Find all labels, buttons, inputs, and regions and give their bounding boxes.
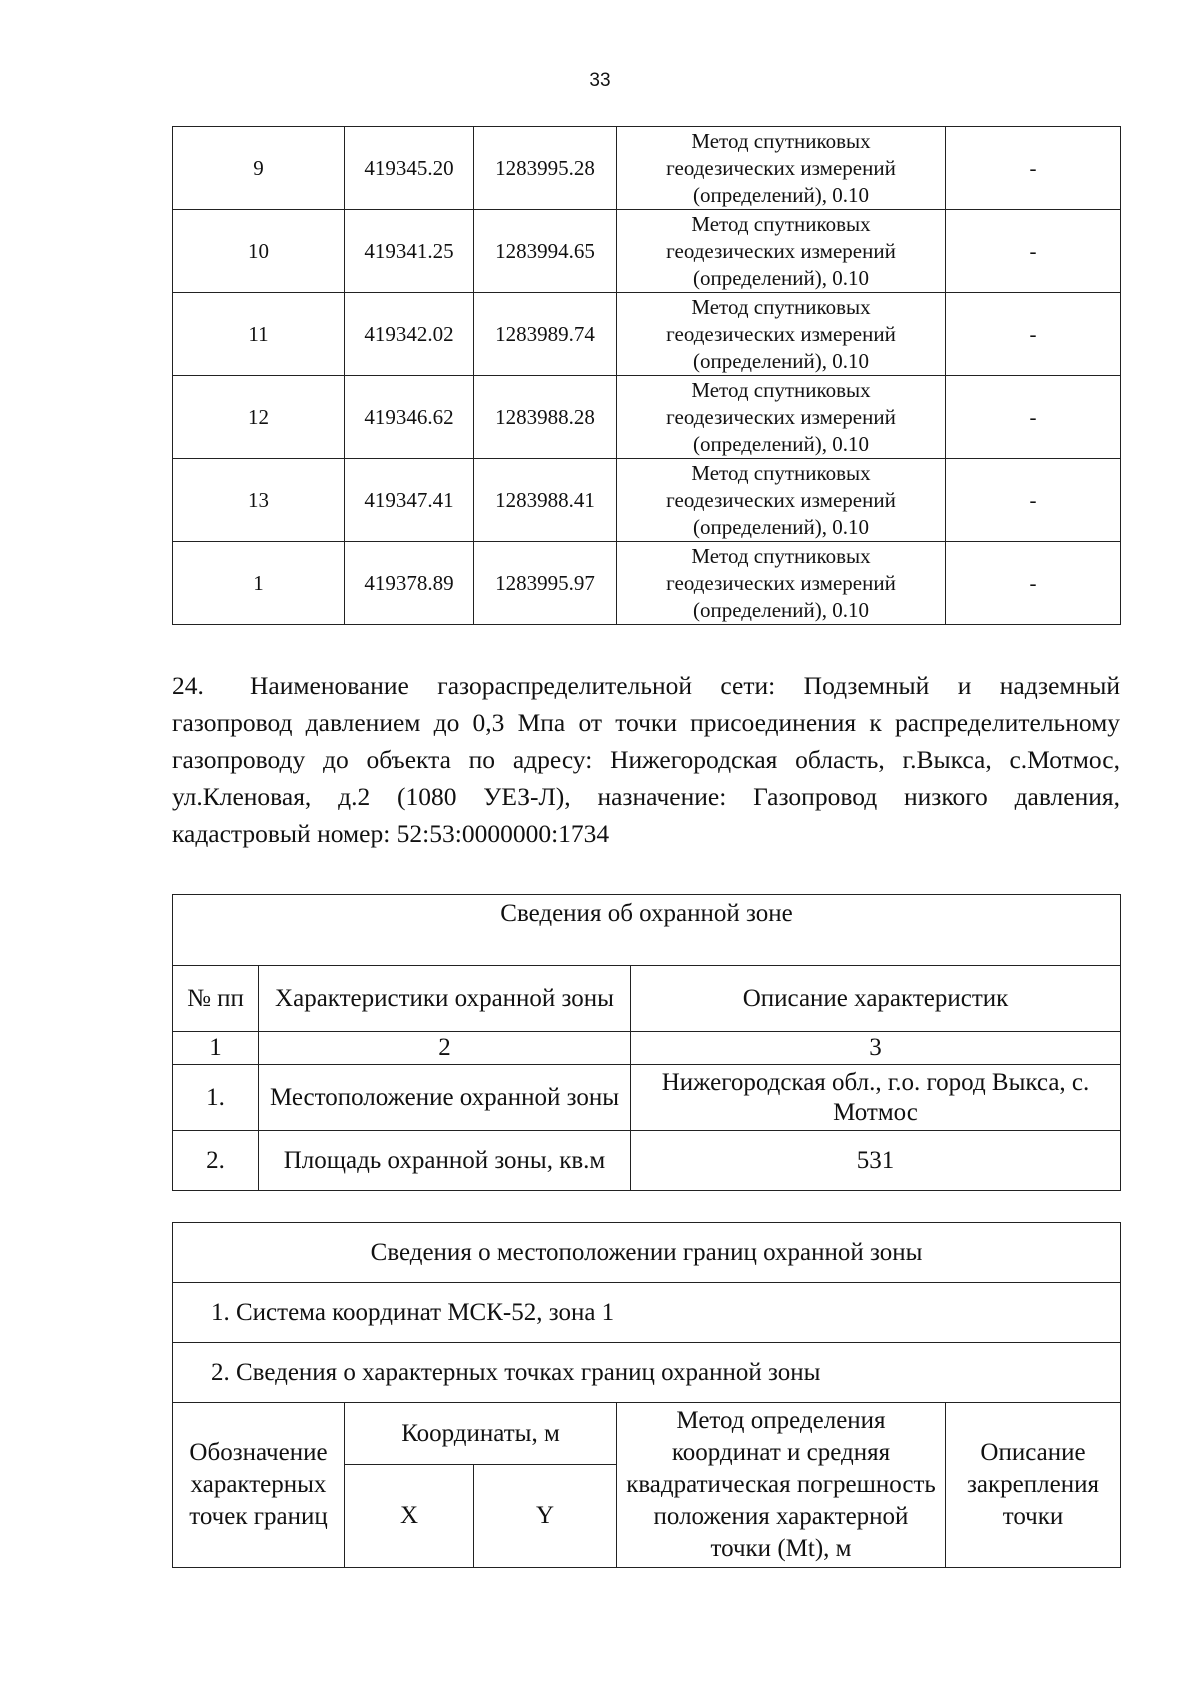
method-line: (определений), 0.10 (692, 431, 870, 456)
coordinate-y: 1283988.41 (474, 459, 617, 542)
header-y: Y (474, 1465, 617, 1568)
point-description: - (946, 127, 1121, 210)
table-row (173, 293, 1121, 376)
coordinate-x: 419345.20 (345, 127, 474, 210)
method-line: Метод спутниковых (691, 460, 871, 485)
measurement-method (617, 210, 946, 293)
measurement-method (617, 127, 946, 210)
method-line: (определений), 0.10 (692, 265, 870, 290)
method-line: (определений), 0.10 (692, 597, 870, 622)
point-number: 13 (173, 459, 345, 542)
table-row (173, 459, 1121, 542)
coordinates-table (172, 126, 1121, 625)
coordinate-y: 1283989.74 (474, 293, 617, 376)
header-point-designation: Обозначение характерных точек границ (173, 1403, 345, 1568)
coordinate-y: 1283988.28 (474, 376, 617, 459)
coordinate-y: 1283995.97 (474, 542, 617, 625)
column-number: 3 (631, 1032, 1121, 1065)
points-section-title: 2. Сведения о характерных точках границ охранной зоны (173, 1343, 1121, 1403)
coordinate-x: 419341.25 (345, 210, 474, 293)
measurement-method (617, 293, 946, 376)
table-row (173, 542, 1121, 625)
point-number: 12 (173, 376, 345, 459)
method-line: Метод спутниковых (691, 294, 871, 319)
point-description: - (946, 376, 1121, 459)
coordinate-x: 419342.02 (345, 293, 474, 376)
header-x: X (345, 1465, 474, 1568)
location-table-title: Сведения о местоположении границ охранной зоны (173, 1223, 1121, 1283)
coordinate-system: 1. Система координат МСК-52, зона 1 (173, 1283, 1121, 1343)
method-line: геодезических измерений (666, 155, 896, 180)
measurement-method (617, 376, 946, 459)
coordinate-y: 1283995.28 (474, 127, 617, 210)
characteristic-name: Местоположение охранной зоны (259, 1065, 631, 1131)
row-number: 2. (173, 1131, 259, 1191)
method-line: Метод спутниковых (691, 543, 871, 568)
protection-zone-table (172, 894, 1121, 1191)
zone-table-title: Сведения об охранной зоне (173, 895, 1121, 966)
method-line: Метод спутниковых (691, 128, 871, 153)
point-number: 11 (173, 293, 345, 376)
table-row (173, 376, 1121, 459)
page-number: 33 (589, 70, 611, 91)
table-row (173, 210, 1121, 293)
point-number: 9 (173, 127, 345, 210)
characteristic-value: 531 (631, 1131, 1121, 1191)
header-characteristics: Характеристики охранной зоны (259, 966, 631, 1032)
boundary-location-table (172, 1222, 1121, 1568)
point-description: - (946, 542, 1121, 625)
table-row (173, 127, 1121, 210)
characteristic-name: Площадь охранной зоны, кв.м (259, 1131, 631, 1191)
method-line: (определений), 0.10 (692, 182, 870, 207)
header-fixing-description: Описание закрепления точки (946, 1403, 1121, 1568)
measurement-method (617, 542, 946, 625)
header-method: Метод определения координат и средняя квадратическая погрешность положения характерной точки (Mt), м (617, 1403, 946, 1568)
method-line: Метод спутниковых (691, 377, 871, 402)
method-line: Метод спутниковых (691, 211, 871, 236)
point-number: 1 (173, 542, 345, 625)
method-line: геодезических измерений (666, 404, 896, 429)
method-line: (определений), 0.10 (692, 514, 870, 539)
paragraph-text: Наименование газораспределительной сети: Подземный и надземный газопровод давлением до 0,3 Мпа от точки присоединения к распределительному газопроводу до объекта по адресу: Нижегородская область, г.Выкса, с.Мотмос, ул.Кленовая, д.2 (1080 УЕЗ-Л), назначение: Газопровод низкого давления, кадастровый номер: 52:53:0000000:1734 (172, 671, 1120, 848)
header-row-number: № пп (173, 966, 259, 1032)
method-line: геодезических измерений (666, 570, 896, 595)
coordinate-x: 419378.89 (345, 542, 474, 625)
point-description: - (946, 210, 1121, 293)
method-line: геодезических измерений (666, 321, 896, 346)
header-description: Описание характеристик (631, 966, 1121, 1032)
method-line: геодезических измерений (666, 238, 896, 263)
point-description: - (946, 459, 1121, 542)
paragraph-number: 24. (172, 671, 204, 700)
coordinate-y: 1283994.65 (474, 210, 617, 293)
column-number: 1 (173, 1032, 259, 1065)
column-number: 2 (259, 1032, 631, 1065)
method-line: (определений), 0.10 (692, 348, 870, 373)
header-coordinates: Координаты, м (345, 1403, 617, 1465)
coordinate-x: 419347.41 (345, 459, 474, 542)
point-description: - (946, 293, 1121, 376)
coordinate-x: 419346.62 (345, 376, 474, 459)
characteristic-value: Нижегородская обл., г.о. город Выкса, с. Мотмос (631, 1065, 1121, 1131)
row-number: 1. (173, 1065, 259, 1131)
point-number: 10 (173, 210, 345, 293)
measurement-method (617, 459, 946, 542)
network-description-paragraph (172, 667, 1120, 852)
method-line: геодезических измерений (666, 487, 896, 512)
